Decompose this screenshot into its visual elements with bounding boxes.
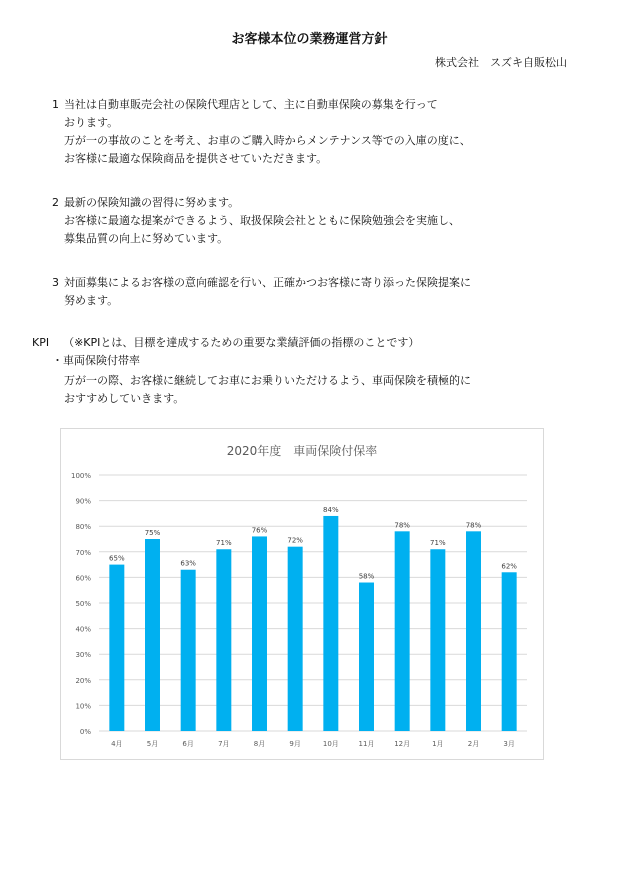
x-tick-label: 4月 (111, 740, 123, 748)
policy-line: おります。 (64, 116, 119, 129)
data-label: 76% (251, 526, 268, 535)
policy-number: 1 (52, 98, 59, 111)
policy-line: お客様に最適な保険商品を提供させていただきます。 (64, 152, 328, 165)
page-title: お客様本位の業務運営方針 (231, 32, 388, 47)
kpi-bullet-heading (52, 352, 140, 368)
y-tick-label: 30% (75, 651, 91, 660)
y-tick-label: 100% (70, 472, 91, 480)
y-tick-label: 90% (75, 497, 91, 506)
policy-number: 2 (52, 196, 59, 209)
data-label: 72% (287, 536, 303, 545)
bar (430, 549, 445, 731)
kpi-bullet-line: おすすめしていきます。 (64, 392, 185, 405)
kpi-bullet-title: 車両保険付帯率 (63, 354, 140, 367)
policy-number: 3 (52, 276, 59, 289)
policy-line: 最新の保険知識の習得に努めます。 (64, 196, 240, 209)
kpi-note: （※KPIとは、目標を達成するための重要な業績評価の指標のことです） (63, 336, 420, 349)
company-name: 株式会社 スズキ自販松山 (435, 56, 567, 69)
y-tick-label: 70% (75, 548, 91, 557)
data-labels (109, 506, 517, 581)
bar (395, 531, 410, 731)
y-tick-label: 50% (75, 600, 91, 608)
policy-item-3 (52, 274, 471, 310)
x-tick-label: 10月 (322, 740, 339, 748)
x-axis-ticks (111, 740, 515, 748)
policy-item-1 (52, 96, 471, 168)
policy-line: 当社は自動車販売会社の保険代理店として、主に自動車保険の募集を行って (64, 98, 438, 111)
data-label: 78% (465, 521, 482, 530)
data-label: 71% (430, 539, 446, 548)
x-tick-label: 1月 (432, 740, 444, 748)
policy-line: 努めます。 (64, 294, 119, 307)
y-tick-label: 10% (75, 702, 91, 711)
y-tick-label: 20% (75, 676, 91, 685)
data-label: 58% (358, 572, 375, 581)
data-label: 71% (216, 539, 232, 548)
y-tick-label: 0% (79, 728, 91, 736)
policy-line: 万が一の事故のことを考え、お車のご購入時からメンテナンス等での入庫の度に、 (64, 134, 471, 147)
x-tick-label: 6月 (182, 740, 194, 748)
x-tick-label: 5月 (146, 740, 159, 748)
data-label: 78% (394, 521, 410, 530)
policy-item-2 (52, 194, 460, 248)
x-tick-label: 9月 (289, 740, 301, 748)
data-label: 75% (144, 529, 161, 537)
data-label: 65% (109, 554, 125, 563)
x-tick-label: 8月 (253, 740, 266, 748)
data-label: 84% (323, 505, 339, 514)
kpi-heading (32, 334, 419, 350)
data-label: 62% (501, 562, 517, 571)
x-tick-label: 7月 (218, 740, 230, 748)
policy-line: お客様に最適な提案ができるよう、取扱保険会社とともに保険勉強会を実施し、 (64, 214, 460, 227)
x-tick-label: 12月 (394, 740, 411, 748)
policy-line: 対面募集によるお客様の意向確認を行い、正確かつお客様に寄り添った保険提案に (64, 276, 471, 289)
bar (216, 549, 231, 731)
bullet-mark: ・ (52, 354, 63, 367)
kpi-label: KPI (32, 336, 50, 349)
x-tick-label: 11月 (358, 740, 375, 748)
x-tick-label: 3月 (503, 740, 515, 748)
bar (288, 547, 303, 731)
bar (252, 536, 267, 731)
bar (323, 516, 338, 731)
bar (466, 531, 481, 731)
kpi-bullet-body (64, 372, 471, 408)
bar-chart (60, 428, 544, 760)
kpi-bullet-line: 万が一の際、お客様に継続してお車にお乗りいただけるよう、車両保険を積極的に (64, 374, 471, 387)
data-label: 63% (180, 559, 196, 568)
bars (109, 516, 516, 731)
bar (109, 565, 124, 731)
y-axis-ticks (71, 472, 91, 736)
bar-chart-svg (61, 429, 543, 759)
policy-line: 募集品質の向上に努めています。 (64, 232, 229, 245)
gridlines (99, 475, 527, 731)
bar (359, 583, 374, 731)
bar (181, 570, 196, 731)
x-tick-label: 2月 (467, 740, 480, 748)
bar (502, 572, 517, 731)
y-tick-label: 80% (75, 523, 91, 532)
chart-title: 2020年度 車両保険付保率 (226, 444, 378, 458)
y-tick-label: 60% (75, 574, 91, 583)
y-tick-label: 40% (75, 625, 91, 634)
bar (145, 539, 160, 731)
